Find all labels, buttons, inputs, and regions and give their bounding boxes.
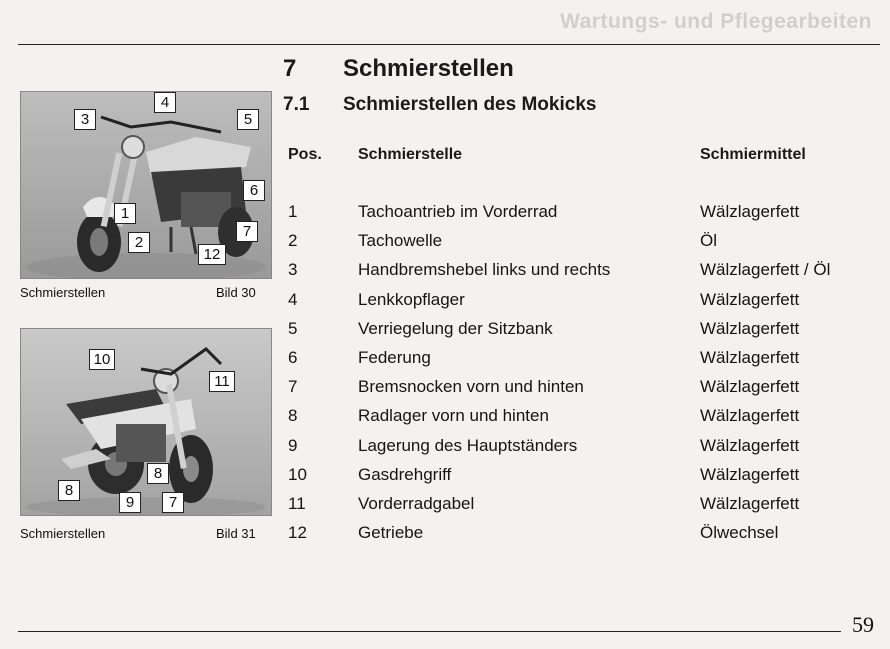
row-schmierstelle: Verriegelung der Sitzbank [358, 318, 553, 338]
row-schmierstelle: Tachowelle [358, 231, 443, 251]
chapter-number: 7 [283, 55, 297, 82]
row-schmiermittel: Wälzlagerfett [700, 318, 800, 338]
callout-7: 7 [236, 221, 258, 242]
row-schmiermittel: Wälzlagerfett [700, 289, 800, 309]
row-position: 7 [288, 377, 298, 397]
callout-4: 4 [154, 92, 176, 113]
callout-5: 5 [237, 109, 259, 130]
row-schmiermittel: Ölwechsel [700, 523, 779, 543]
callout-1: 1 [114, 203, 136, 224]
callout-6: 6 [243, 180, 265, 201]
column-header-schmierstelle: Schmierstelle [358, 146, 463, 163]
callout-8-rear: 8 [58, 480, 80, 501]
page-number: 59 [852, 612, 874, 637]
figure-31-photo [20, 328, 272, 516]
column-header-schmiermittel: Schmiermittel [700, 146, 806, 163]
row-position: 12 [288, 523, 307, 543]
row-schmiermittel: Wälzlagerfett / Öl [700, 260, 831, 280]
row-position: 4 [288, 289, 298, 309]
callout-10: 10 [89, 349, 115, 370]
row-schmierstelle: Vorderradgabel [358, 494, 475, 513]
section-title: Schmierstellen des Mokicks [343, 94, 597, 115]
row-position: 8 [288, 406, 298, 426]
row-schmiermittel: Wälzlagerfett [700, 435, 800, 455]
figure-30-label: Bild 30 [216, 285, 256, 300]
chapter-heading [283, 55, 514, 83]
row-position: 9 [288, 435, 298, 455]
row-schmierstelle: Tachoantrieb im Vorderrad [358, 202, 558, 221]
row-schmiermittel: Wälzlagerfett [700, 377, 800, 397]
row-schmierstelle: Lenkkopflager [358, 289, 465, 309]
row-schmierstelle: Gasdrehgriff [358, 464, 452, 484]
row-position: 3 [288, 260, 298, 280]
figure-30-photo [20, 91, 272, 279]
column-header-pos: Pos. [288, 146, 322, 163]
callout-9: 9 [119, 492, 141, 513]
row-position: 5 [288, 318, 298, 338]
figure-31-label: Bild 31 [216, 526, 256, 541]
chapter-title: Schmierstellen [343, 55, 514, 82]
figure-30-caption: Schmierstellen [20, 285, 106, 300]
row-schmiermittel: Wälzlagerfett [700, 202, 800, 221]
row-schmiermittel: Öl [700, 231, 717, 251]
row-position: 1 [288, 202, 298, 221]
row-schmiermittel: Wälzlagerfett [700, 348, 800, 367]
row-position: 11 [288, 494, 306, 513]
row-position: 2 [288, 231, 298, 251]
row-schmierstelle: Lagerung des Hauptständers [358, 435, 578, 455]
callout-8-front: 8 [147, 463, 169, 484]
row-schmierstelle: Bremsnocken vorn und hinten [358, 377, 584, 397]
bottom-rule [18, 631, 841, 632]
row-schmierstelle: Handbremshebel links und rechts [358, 260, 611, 280]
callout-3: 3 [74, 109, 96, 130]
callout-2: 2 [128, 232, 150, 253]
row-position: 10 [288, 464, 307, 484]
row-schmierstelle: Getriebe [358, 523, 424, 543]
figure-31-caption: Schmierstellen [20, 526, 106, 541]
running-header: Wartungs- und Pflegearbeiten [560, 10, 872, 33]
callout-11: 11 [209, 371, 235, 392]
row-position: 6 [288, 348, 298, 367]
callout-7-side: 7 [162, 492, 184, 513]
row-schmierstelle: Radlager vorn und hinten [358, 406, 549, 426]
callout-12: 12 [198, 244, 226, 265]
top-rule [18, 44, 880, 45]
row-schmierstelle: Federung [358, 348, 431, 367]
row-schmiermittel: Wälzlagerfett [700, 406, 800, 426]
row-schmiermittel: Wälzlagerfett [700, 464, 800, 484]
section-heading [283, 94, 596, 116]
section-number: 7.1 [283, 94, 310, 115]
row-schmiermittel: Wälzlagerfett [700, 494, 800, 513]
